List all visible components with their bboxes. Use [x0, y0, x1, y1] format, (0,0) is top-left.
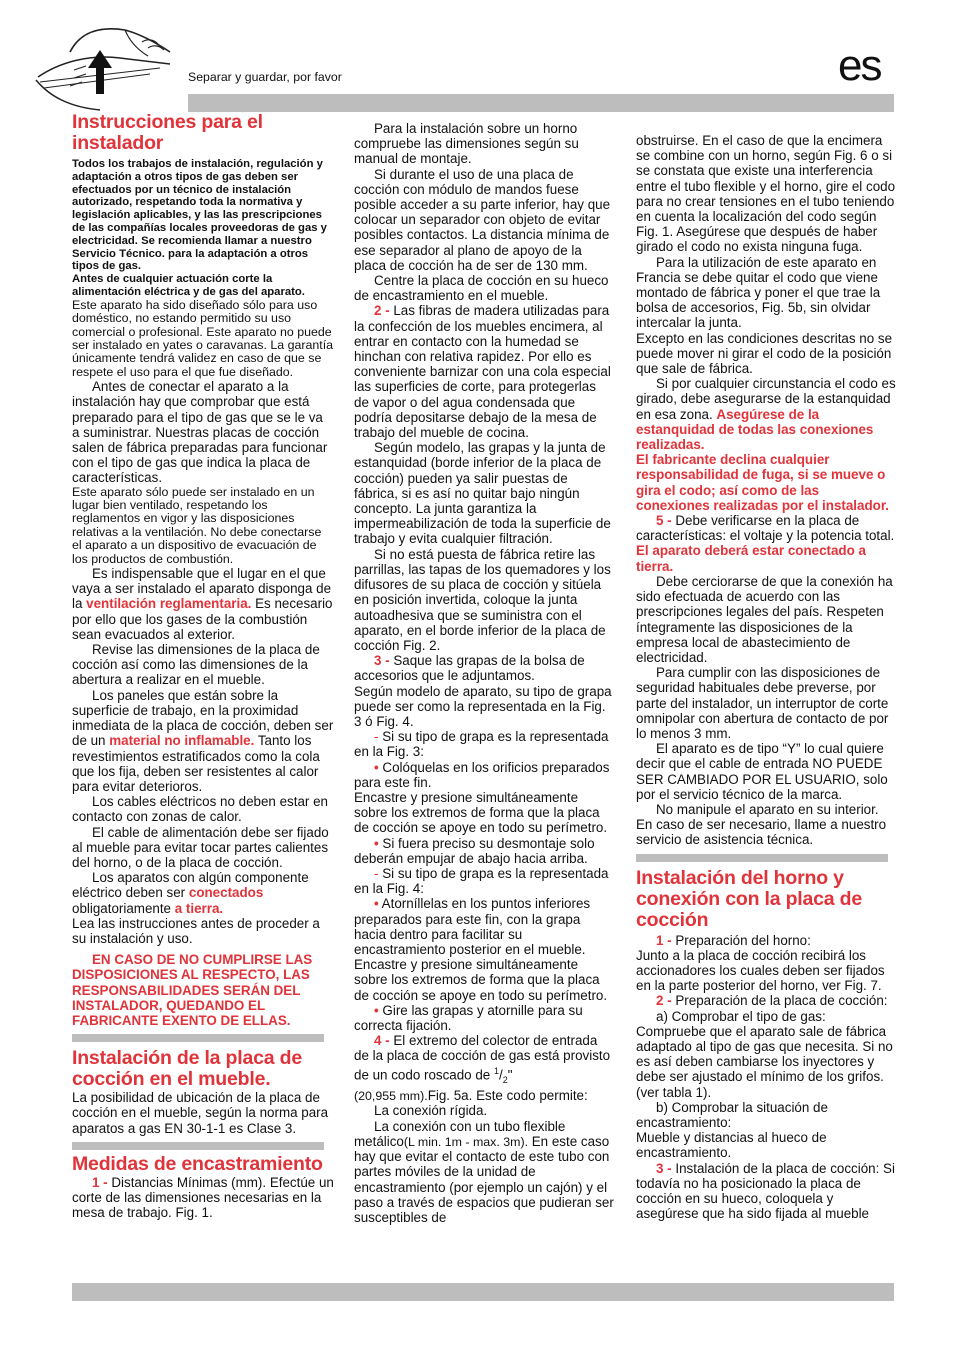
cabinet-distances: Mueble y distancias al hueco de encastramiento. [636, 1130, 827, 1161]
liability-warning: EN CASO DE NO CUMPLIRSE LAS DISPOSICIONES AL RESPECTO, LAS RESPONSABILIDADES SERÁN DEL INSTALADOR, QUEDANDO EL FABRICANTE EXENTO DE ELLAS. [72, 952, 313, 1028]
header-tagline: Separar y guardar, por favor [188, 70, 342, 84]
center-hob-paragraph: Centre la placa de cocción en su hueco de encastramiento en el mueble. [354, 273, 609, 304]
bracket-type-paragraph: Según modelo de aparato, su tipo de grapa puede ser como la representada en la Fig. 3 ó Fig. 4. [354, 683, 612, 729]
non-flammable-paragraph: Los paneles que están sobre la superficie de trabajo, en la proximidad inmediata de la placa de cocción, deben ser de un material no inflamable. Tanto los revestimientos estratificados como la cola que los fija, deben ser resistentes al calor para evitar deterioros. [72, 687, 334, 794]
gas-type-check: a) Comprobar el tipo de gas: [656, 1008, 826, 1024]
press-paragraph-2: Encastre y presione simultáneamente sobre los extremos de forma que la placa de cocción se apoye en todo su perímetro. [354, 957, 608, 1003]
flexible-connection-paragraph: La conexión con un tubo flexible metálico(L min. 1m - max. 3m). En este caso hay que evitar el contacto de este tubo con partes móviles de la unidad de encastramiento (por ejemplo un cajón) y el paso a través de espacios que pudieran ser susceptibles de [354, 1118, 614, 1225]
power-cable-paragraph: El cable de alimentación debe ser fijado al mueble para evitar tocar partes calientes del horno, o de la placa de cocción. [72, 824, 329, 870]
power-off-notice: Antes de cualquier actuación corte la alimentación eléctrica y de gas del aparato. [72, 273, 305, 298]
ventilation-paragraph: Este aparato sólo puede ser instalado en un lugar bien ventilado, respetando los reglamentos en vigor y las disposiciones relativas a la ventilación. No debe conectarse el aparato a un dispositivo de evacuación de los productos de combustión. [72, 484, 322, 566]
voltage-paragraph: 5 - Debe verificarse en la placa de características: el voltaje y la potencia total. El aparato deberá estar conectado a tierra. [636, 513, 895, 574]
actuators-paragraph: Junto a la placa de cocción recibirá los accionadores los cuales deben ser fijados en la parte posterior del horno, ver Fig. 7. [636, 947, 885, 994]
domestic-use-paragraph: Este aparato ha sido diseñado sólo para uso doméstico, no estando permitido su uso comercial o profesional. Este aparato no puede ser instalado en yates o caravanas. La garantía únicamente tendrá validez en caso de que se respete el uso para el que fue diseñado. [72, 297, 334, 379]
regulated-ventilation-paragraph: Es indispensable que el lugar en el que vaya a ser instalado el aparato disponga de la ventilación reglamentaria. Es necesario por ello que los gases de la combustión sean evacuados al exterior. [72, 566, 333, 642]
gas-check-paragraph: Antes de conectar el aparato a la instalación hay que comprobar que está preparado para el tipo de gas que se le va a suministrar. Nuestras placas de cocción salen de fábrica preparadas para funcionar con el tipo de gas que indica la placa de características. [72, 379, 328, 486]
turn-bullet: • Gire las grapas y atornille para su correcta fijación. [354, 1002, 583, 1033]
intro-notice: Todos los trabajos de instalación, regulación y adaptación a otros tipos de gas deben ser efectuados por un técnico de instalación autorizado, respetando toda la normativa y legislación aplicables, y las las prescripciones de las compañías locales proveedoras de gas y electricidad. Se recomienda llamar a nuestro Servicio Técnico. para la adaptación a otros tipos de gas. [72, 158, 327, 273]
brackets-paragraph: 3 - Saque las grapas de la bolsa de accesorios que le adjuntamos. [354, 653, 585, 684]
class-paragraph: La posibilidad de ubicación de la placa de cocción en el mueble, según la norma para aparatos a gas EN 30-1-1 es Clase 3. [72, 1090, 329, 1136]
column-3 [636, 133, 896, 1221]
recess-check: b) Comprobar la situación de encastramiento: [636, 1099, 828, 1130]
dimensions-paragraph: Revise las dimensiones de la placa de cocción así como las dimensiones de la abertura a realizar en el mueble. [72, 642, 320, 688]
hob-install-item: 3 - Instalación de la placa de cocción: Si todavía no ha posicionado la placa de cocción en su hueco, coloquela y asegúrese que ha sido fijada al mueble [636, 1160, 895, 1222]
rigid-connection: La conexión rígida. [374, 1103, 488, 1119]
hob-prep-item: 2 - Preparación de la placa de cocción: [656, 993, 888, 1009]
fig3-bullet: • Colóquelas en los orificios preparados para este fin. [354, 759, 610, 790]
obstruct-paragraph: obstruirse. En el caso de que la encimera se combine con un horno, según Fig. 6 o si se constata que existe una interferencia entre el tubo flexible y el horno, gire el codo para no crear tensiones en el tubo teniendo en cuenta la localización del codo según [636, 133, 896, 225]
measurements-title: Medidas de encastramiento [72, 1152, 323, 1175]
column-2 [354, 121, 614, 1225]
column-1 [72, 112, 334, 1220]
section-rule [72, 1034, 324, 1042]
wood-fibers-paragraph: 2 - Las fibras de madera utilizadas para la confección de los muebles encimera, al entrar en contacto con la humedad se hinchan con relativa rapidez. Por ello es conveniente barnizar con una cola especial las superficies de corte, para protegerlas de vapor o del agua condensada que podría depositarse debajo de la mesa de trabajo del mueble de cocina. [354, 303, 611, 441]
elbow-position-paragraph: Excepto en las condiciones descritas no se puede mover ni girar el codo de la posición que sale de fábrica. [636, 330, 893, 377]
injectors-paragraph: Compruebe que el aparato sale de fábrica adaptado al tipo de gas que necesita. Si no es así deben cambiarse los inyectores y debe ser ajustado el mínimo de los grifos. (ver tabla 1). [636, 1023, 893, 1100]
france-paragraph: Para la utilización de este aparato en Francia se debe quitar el codo que viene montado de fábrica y poner el que trae la bolsa de accesorios, Fig. 5b, sin olvidar intercalar la junta. [636, 254, 881, 331]
adhesive-seal-paragraph: Si no está puesta de fábrica retire las parrillas, las tapas de los quemadores y los difusores de su placa de cocción y sitúela en posición invertida, coloque la junta autoadhesiva que se suministra con el aparato, en el borde inferior de la placa de cocción Fig. 2. [354, 546, 611, 653]
oven-install-paragraph: Para la instalación sobre un horno compruebe las dimensiones según su manual de montaje. [354, 121, 579, 167]
separator-paragraph: Si durante el uso de una placa de cocción con módulo de mandos fuese posible acceder a su parte inferior, hay que colocar un separador con objeto de evitar posibles contactos. La distancia mínima de ese separador al plano de apoyo de la placa de cocción ha de ser de 130 mm. [354, 166, 611, 273]
grounding-paragraph: Los aparatos con algún componente eléctrico deben ser conectados obligatoriamente a tierra. [72, 870, 309, 916]
tightness-paragraph: Si por cualquier circunstancia el codo es girado, debe asegurarse de la estanquidad en esa zona. Asegúrese de la estanquidad de todas las conexiones realizadas. [636, 376, 896, 453]
oven-prep-item: 1 - Preparación del horno: [656, 932, 811, 948]
fig3-paragraph: - Si su tipo de grapa es la representada en la Fig. 3: [354, 729, 609, 760]
min-distances-paragraph: 1 - Distancias Mínimas (mm). Efectúe un corte de las dimensiones necesarias en la mesa de trabajo. Fig. 1. [72, 1174, 334, 1221]
type-y-paragraph: El aparato es de tipo “Y” lo cual quiere decir que el cable de entrada NO PUEDE SER CAMBIADO POR EL USUARIO, solo por el servicio técnico de la marca. [636, 741, 888, 802]
screw-bullet: • Atorníllelas en los puntos inferiores preparados para este fin, con la grapa hacia dentro para facilitar su encastramiento posterior en el mueble. [354, 896, 591, 957]
seal-paragraph: Según modelo, las grapas y la junta de estanquidad (borde inferior de la placa de cocción) pueden ya salir puestas de fábrica, si es así no quitar bajo ningún concepto. La junta garantiza la impermeabilización de toda la superficie de trabajo y evita cualquier filtración. [354, 440, 611, 547]
section-rule [636, 854, 888, 862]
collector-paragraph: 4 - El extremo del colector de entrada de la placa de cocción de gas está provisto de un codo roscado de $^1/_2$" (20,955 mm).Fig. 5a. Este codo permite: [354, 1033, 611, 1103]
do-not-handle-paragraph: No manipule el aparato en su interior. En caso de ser necesario, llame a nuestro servicio de asistencia técnica. [636, 801, 887, 848]
leak-check-paragraph: Fig. 1. Asegúrese que después de haber girado el codo no exista ninguna fuga. [636, 224, 878, 255]
oven-connection-title: Instalación del horno y conexión con la placa de cocción [636, 866, 863, 931]
section-rule [72, 1142, 324, 1150]
language-code: es [838, 41, 881, 90]
switch-paragraph: Para cumplir con las disposiciones de seguridad habituales debe preverse, por parte del instalador, un interruptor de corte omnipolar con abertura de contacto de por lo menos 3 mm. [636, 665, 889, 741]
cabinet-install-title: Instalación de la placa de cocción en el mueble. [72, 1047, 302, 1091]
cables-paragraph: Los cables eléctricos no deben estar en contacto con zonas de calor. [72, 794, 328, 825]
manufacturer-disclaimer: El fabricante declina cualquier responsabilidad de fuga, si se mueve o gira el codo; así como de las conexiones realizadas por el instalador. [636, 452, 890, 513]
hand-arrow-icon [30, 22, 180, 114]
press-paragraph: Encastre y presione simultáneamente sobre los extremos de forma que la placa de cocción se apoye en todo su perímetro. [354, 789, 608, 836]
installer-title: Instrucciones para el instalador [72, 111, 263, 154]
fig4-paragraph: - Si su tipo de grapa es la representada en la Fig. 4: [354, 865, 609, 897]
dismantle-bullet: • Si fuera preciso su desmontaje solo deberán empujar de abajo hacia arriba. [354, 835, 595, 866]
footer-rule [72, 1283, 894, 1301]
header-rule [188, 94, 894, 112]
legal-paragraph: Debe cerciorarse de que la conexión ha sido efectuada de acuerdo con las prescripciones legales del país. Respeten íntegramente las disposiciones de la empresa local de abastecimiento de electricidad. [636, 573, 893, 665]
read-instructions-paragraph: Lea las instrucciones antes de proceder a su instalación y uso. [72, 915, 320, 946]
